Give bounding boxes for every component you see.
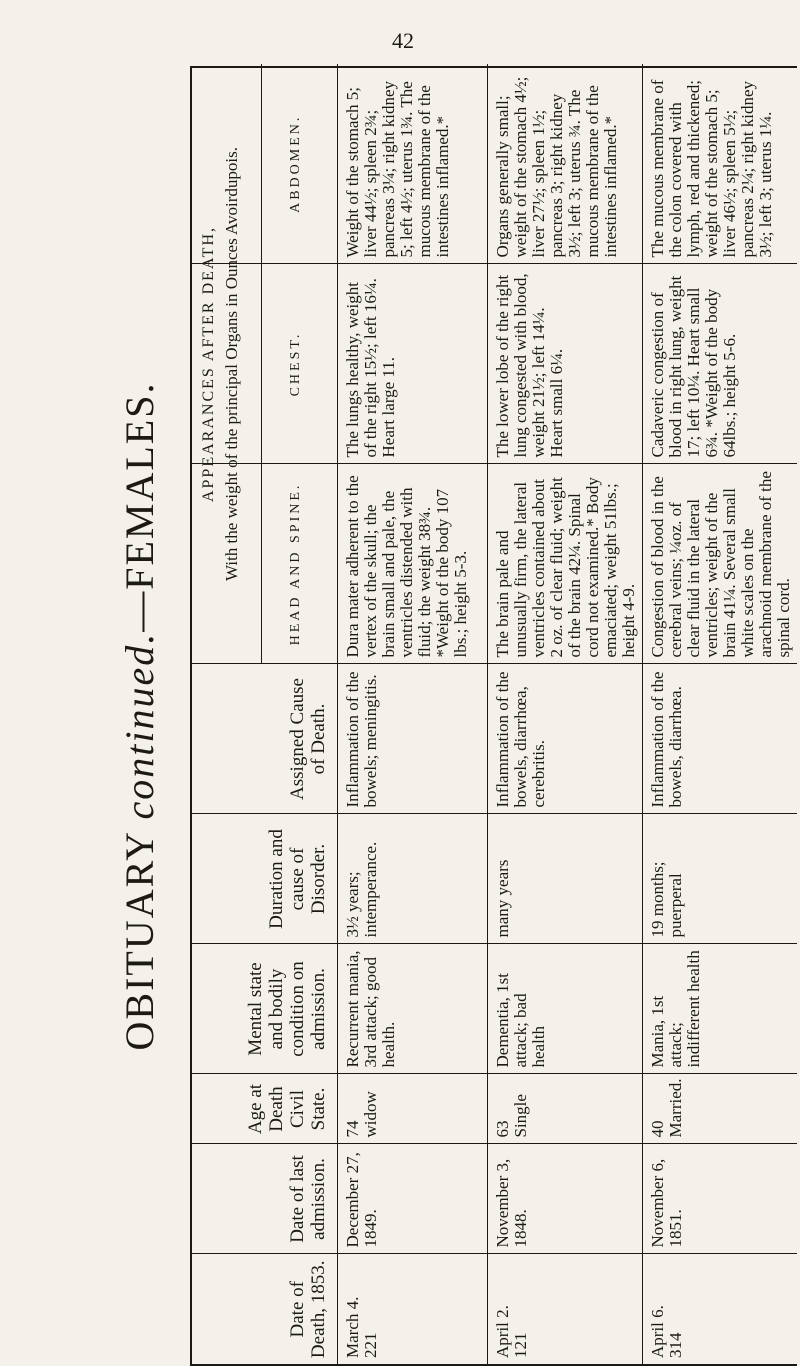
title-italic: continued. xyxy=(117,631,162,820)
cell-date-of-death xyxy=(337,1254,487,1364)
cell-assigned-cause: Inflammation of the bowels, diarrhœa, cerebritis. xyxy=(487,664,642,814)
cell-abdomen: Organs generally small; weight of the stomach 4½; liver 27½; spleen 1½; pancreas 3; right kidney 3½; left 3; uterus ¾. The mucous membrane of the intestines inflamed.* xyxy=(492,76,620,258)
header-age-civil-state: Age at Death Civil State. xyxy=(192,1074,337,1144)
cell-date-of-death xyxy=(642,1254,797,1364)
cell-age-civil-state xyxy=(337,1074,487,1144)
cell-date-last-admission: November 6, 1851. xyxy=(642,1144,797,1254)
header-mental-state: Mental state and bodily condition on admission. xyxy=(192,944,337,1074)
case-number: 121 xyxy=(510,1332,530,1358)
cell-assigned-cause: Inflammation of the bowels, diarrhœa. xyxy=(642,664,797,814)
cell-date-of-death xyxy=(487,1254,642,1364)
cell-chest: Cadaveric congestion of blood in right lung, weight 17; left 10¼. Heart small 6¾. *Weight of the body 64lbs.; height 5-6. xyxy=(642,264,797,464)
cell-abdomen: Weight of the stomach 5; liver 44½; spleen 2¾; pancreas 3¼; right kidney 5; left 4½; uterus 1¾. The mucous membrane of the intestines inflamed.* xyxy=(342,80,452,258)
death-date: April 6. xyxy=(647,1305,667,1358)
header-chest: CHEST. xyxy=(192,264,337,464)
cell-mental-state: Mania, 1st attack; indifferent health xyxy=(642,944,797,1074)
civil-state: Single xyxy=(510,1094,530,1138)
appearances-title: APPEARANCES AFTER DEATH, xyxy=(200,225,217,503)
appearances-subtitle: With the weight of the principal Organs in Ounces Avoirdupois. xyxy=(222,147,241,581)
obituary-table-frame xyxy=(190,66,797,1366)
cell-mental-state: Recurrent mania, 3rd attack; good health. xyxy=(337,944,487,1074)
appearances-heading xyxy=(192,64,262,664)
cell-age-civil-state xyxy=(487,1074,642,1144)
header-date-last-admission: Date of last admission. xyxy=(192,1144,337,1254)
cell-mental-state: Dementia, 1st attack; bad health xyxy=(487,944,642,1074)
header-abdomen: ABDOMEN. xyxy=(192,64,337,264)
obituary-table xyxy=(192,64,797,1364)
cell-duration-cause: 3½ years; intemperance. xyxy=(337,814,487,944)
header-assigned-cause: Assigned Cause of Death. xyxy=(192,664,337,814)
cell-head-spine: Dura mater adherent to the vertex of the skull; the brain small and pale, the ventricles distended with fluid; the weight 38¾. *Weight of the body 107 lbs.; height 5-3. xyxy=(337,464,487,664)
cell-head-spine: The brain pale and unusually firm, the lateral ventricles contained about 2 oz. of clear fluid; weight of the brain 42¼. Spinal cord not examined.* Body emaciated; weight 51lbs.; height 4-9. xyxy=(487,464,642,664)
age-value: 40 xyxy=(647,1120,667,1138)
cell-date-last-admission: December 27, 1849. xyxy=(337,1144,487,1254)
death-date: April 2. xyxy=(492,1305,512,1358)
header-date-of-death: Date of Death, 1853. xyxy=(192,1254,337,1364)
cell-assigned-cause: Inflammation of the bowels; meningitis. xyxy=(337,664,487,814)
cell-age-civil-state xyxy=(642,1074,797,1144)
cell-duration-cause: many years xyxy=(487,814,642,944)
age-value: 63 xyxy=(492,1120,512,1138)
age-value: 74 xyxy=(342,1120,362,1138)
rotated-page-content xyxy=(95,66,797,1366)
page-title xyxy=(95,66,185,1366)
death-date: March 4. xyxy=(342,1296,362,1358)
title-prefix: OBITUARY xyxy=(117,831,162,1051)
title-suffix: —FEMALES. xyxy=(117,381,162,632)
civil-state: Married. xyxy=(665,1078,685,1138)
case-number: 314 xyxy=(665,1332,685,1358)
table-row xyxy=(487,64,642,1364)
table-row xyxy=(642,64,797,1364)
cell-abdomen: The mucous membrane of the colon covered with lymph, red and thickened; weight of the stomach 5; liver 46½; spleen 5½; pancreas 2¼; right kidney 3½; left 3; uterus 1¼. xyxy=(647,79,775,258)
civil-state: widow xyxy=(360,1091,380,1138)
cell-chest: The lower lobe of the right lung congested with blood, weight 21½; left 14¼. Heart small 6¼. xyxy=(487,264,642,464)
cell-date-last-admission: November 3, 1848. xyxy=(487,1144,642,1254)
header-duration-cause: Duration and cause of Disorder. xyxy=(192,814,337,944)
case-number: 221 xyxy=(360,1332,380,1358)
header-head-spine: HEAD AND SPINE. xyxy=(192,464,337,664)
cell-duration-cause: 19 months; puerperal xyxy=(642,814,797,944)
cell-chest: The lungs healthy, weight of the right 15½; left 16¼. Heart large 11. xyxy=(337,264,487,464)
page-number: 42 xyxy=(392,28,414,53)
table-row xyxy=(337,64,487,1364)
cell-head-spine: Congestion of blood in the cerebral veins; ¼oz. of clear fluid in the lateral ventricles; weight of the brain 41¼. Several small white scales on the arachnoid membrane of the spinal cord. xyxy=(642,464,797,664)
